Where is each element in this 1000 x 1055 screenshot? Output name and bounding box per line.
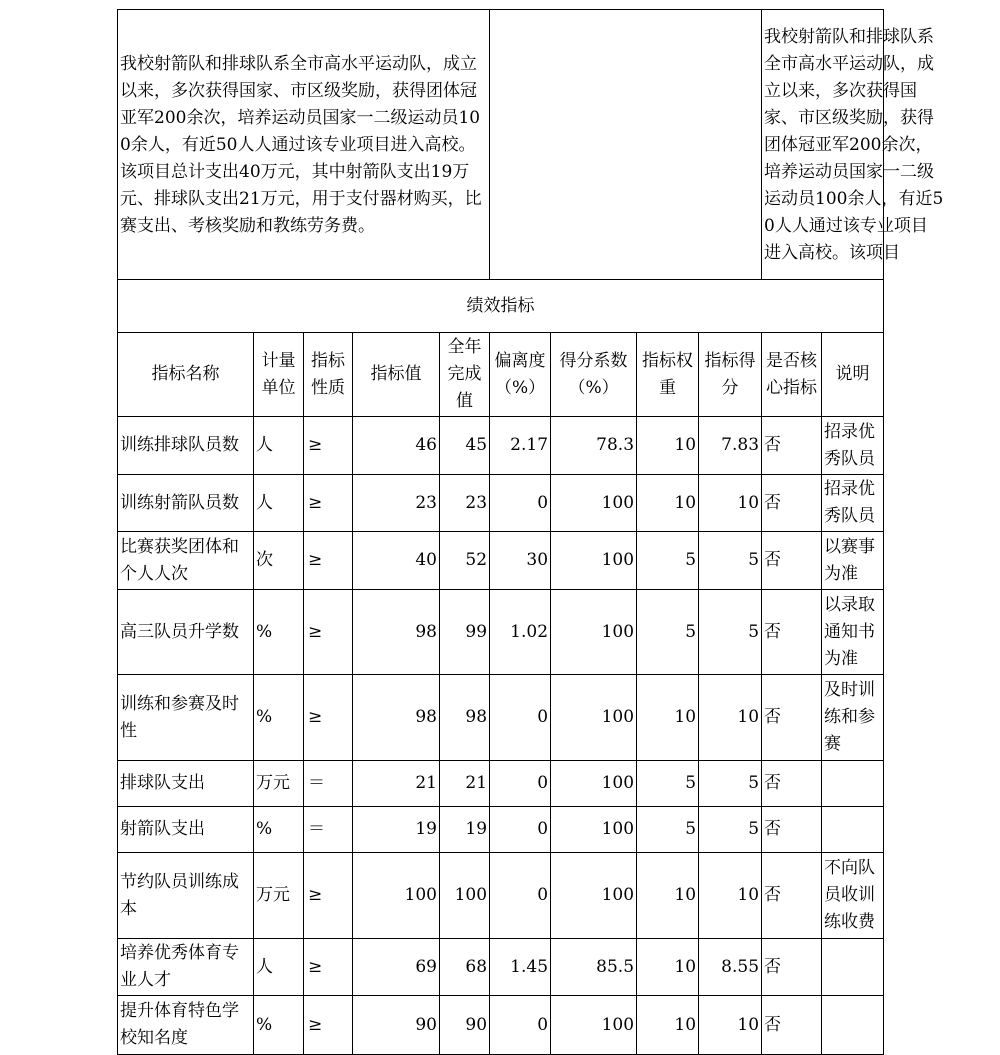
header-actual: 全年完成值: [440, 333, 490, 417]
cell-actual: 52: [440, 532, 490, 590]
cell-unit: 人: [254, 475, 304, 532]
table-row: [118, 675, 884, 761]
cell-unit: 万元: [254, 761, 304, 807]
cell-note: 招录优秀队员: [822, 475, 884, 532]
performance-table: [117, 9, 944, 1055]
cell-target: 98: [353, 675, 440, 761]
header-coef: 得分系数（%）: [551, 333, 637, 417]
description-right-text: 我校射箭队和排球队系全市高水平运动队，成立以来，多次获得国家、市区级奖励，获得团体冠亚军200余次，培养运动员国家一二级运动员100余人，有近50人人通过该专业项目进入高校。该项目: [764, 27, 944, 263]
cell-weight: 10: [637, 996, 699, 1055]
cell-coef: 100: [551, 475, 637, 532]
cell-name: 训练射箭队员数: [118, 475, 254, 532]
cell-note: 及时训练和参赛: [822, 675, 884, 761]
cell-core: 否: [762, 853, 822, 939]
cell-coef: 100: [551, 761, 637, 807]
cell-target: 23: [353, 475, 440, 532]
header-score: 指标得分: [699, 333, 762, 417]
header-row: [118, 333, 884, 417]
cell-name: 提升体育特色学校知名度: [118, 996, 254, 1055]
cell-unit: 万元: [254, 853, 304, 939]
cell-coef: 78.3: [551, 417, 637, 475]
header-weight: 指标权重: [637, 333, 699, 417]
cell-deviation: 1.45: [490, 939, 551, 996]
cell-weight: 5: [637, 532, 699, 590]
cell-unit: 次: [254, 532, 304, 590]
cell-note: [822, 761, 884, 807]
cell-deviation: 2.17: [490, 417, 551, 475]
cell-score: 5: [699, 532, 762, 590]
cell-name: 比赛获奖团体和个人人次: [118, 532, 254, 590]
cell-target: 21: [353, 761, 440, 807]
cell-weight: 10: [637, 475, 699, 532]
cell-target: 69: [353, 939, 440, 996]
cell-actual: 68: [440, 939, 490, 996]
cell-unit: %: [254, 675, 304, 761]
header-name: 指标名称: [118, 333, 254, 417]
cell-deviation: 0: [490, 675, 551, 761]
cell-unit: 人: [254, 939, 304, 996]
cell-note: 以录取通知书为准: [822, 590, 884, 675]
cell-unit: %: [254, 996, 304, 1055]
cell-actual: 19: [440, 807, 490, 853]
cell-deviation: 30: [490, 532, 551, 590]
cell-note: [822, 996, 884, 1055]
cell-nature: ≥: [304, 590, 353, 675]
cell-nature: ≥: [304, 417, 353, 475]
cell-target: 90: [353, 996, 440, 1055]
description-left-text: 我校射箭队和排球队系全市高水平运动队，成立以来，多次获得国家、市区级奖励，获得团体冠亚军200余次，培养运动员国家一二级运动员100余人，有近50人人通过该专业项目进入高校。该项目总计支出40万元，其中射箭队支出19万元、排球队支出21万元，用于支付器材购买，比赛支出、考核奖励和教练劳务费。: [120, 54, 482, 236]
cell-score: 10: [699, 675, 762, 761]
cell-note: [822, 807, 884, 853]
header-deviation: 偏离度（%）: [490, 333, 551, 417]
cell-deviation: 0: [490, 996, 551, 1055]
description-row: [118, 10, 884, 280]
header-target: 指标值: [353, 333, 440, 417]
cell-actual: 98: [440, 675, 490, 761]
cell-core: 否: [762, 475, 822, 532]
table-row: [118, 853, 884, 939]
cell-nature: ≥: [304, 532, 353, 590]
cell-nature: ＝: [304, 807, 353, 853]
cell-coef: 85.5: [551, 939, 637, 996]
cell-deviation: 0: [490, 853, 551, 939]
cell-weight: 5: [637, 807, 699, 853]
cell-coef: 100: [551, 996, 637, 1055]
table-row: [118, 996, 884, 1055]
cell-score: 10: [699, 475, 762, 532]
cell-coef: 100: [551, 807, 637, 853]
cell-note: [822, 939, 884, 996]
cell-note: 以赛事为准: [822, 532, 884, 590]
cell-deviation: 1.02: [490, 590, 551, 675]
header-core: 是否核心指标: [762, 333, 822, 417]
cell-target: 100: [353, 853, 440, 939]
cell-nature: ＝: [304, 761, 353, 807]
header-nature: 指标性质: [304, 333, 353, 417]
cell-deviation: 0: [490, 475, 551, 532]
table-row: [118, 939, 884, 996]
cell-unit: %: [254, 590, 304, 675]
cell-note: 招录优秀队员: [822, 417, 884, 475]
cell-name: 射箭队支出: [118, 807, 254, 853]
cell-name: 训练排球队员数: [118, 417, 254, 475]
description-middle-cell: [490, 10, 762, 280]
cell-actual: 23: [440, 475, 490, 532]
cell-score: 7.83: [699, 417, 762, 475]
cell-core: 否: [762, 807, 822, 853]
cell-score: 5: [699, 590, 762, 675]
description-right-cell: [762, 10, 944, 280]
cell-coef: 100: [551, 675, 637, 761]
cell-weight: 5: [637, 590, 699, 675]
cell-name: 训练和参赛及时性: [118, 675, 254, 761]
table-row: [118, 475, 884, 532]
cell-weight: 10: [637, 939, 699, 996]
table-row: [118, 807, 884, 853]
description-left-cell: [118, 10, 490, 280]
header-unit: 计量单位: [254, 333, 304, 417]
cell-name: 培养优秀体育专业人才: [118, 939, 254, 996]
section-title: 绩效指标: [118, 280, 884, 333]
cell-score: 5: [699, 761, 762, 807]
cell-unit: %: [254, 807, 304, 853]
table-row: [118, 417, 884, 475]
header-note: 说明: [822, 333, 884, 417]
cell-nature: ≥: [304, 675, 353, 761]
cell-nature: ≥: [304, 853, 353, 939]
cell-target: 98: [353, 590, 440, 675]
cell-core: 否: [762, 996, 822, 1055]
cell-target: 40: [353, 532, 440, 590]
table-row: [118, 532, 884, 590]
cell-name: 排球队支出: [118, 761, 254, 807]
cell-deviation: 0: [490, 761, 551, 807]
cell-actual: 21: [440, 761, 490, 807]
cell-score: 10: [699, 996, 762, 1055]
cell-nature: ≥: [304, 996, 353, 1055]
cell-score: 8.55: [699, 939, 762, 996]
cell-nature: ≥: [304, 475, 353, 532]
cell-note: 不向队员收训练收费: [822, 853, 884, 939]
section-title-row: [118, 280, 884, 333]
cell-core: 否: [762, 939, 822, 996]
cell-coef: 100: [551, 532, 637, 590]
cell-core: 否: [762, 761, 822, 807]
cell-weight: 10: [637, 675, 699, 761]
table-row: [118, 761, 884, 807]
cell-target: 19: [353, 807, 440, 853]
cell-actual: 100: [440, 853, 490, 939]
table-row: [118, 590, 884, 675]
cell-coef: 100: [551, 590, 637, 675]
description-middle-text: [492, 144, 759, 146]
cell-actual: 45: [440, 417, 490, 475]
cell-core: 否: [762, 675, 822, 761]
cell-weight: 5: [637, 761, 699, 807]
cell-target: 46: [353, 417, 440, 475]
cell-score: 5: [699, 807, 762, 853]
cell-deviation: 0: [490, 807, 551, 853]
cell-weight: 10: [637, 417, 699, 475]
cell-name: 节约队员训练成本: [118, 853, 254, 939]
performance-sheet: [117, 9, 944, 1055]
cell-weight: 10: [637, 853, 699, 939]
cell-actual: 99: [440, 590, 490, 675]
cell-name: 高三队员升学数: [118, 590, 254, 675]
cell-coef: 100: [551, 853, 637, 939]
cell-score: 10: [699, 853, 762, 939]
cell-core: 否: [762, 590, 822, 675]
cell-core: 否: [762, 417, 822, 475]
cell-nature: ≥: [304, 939, 353, 996]
cell-actual: 90: [440, 996, 490, 1055]
cell-core: 否: [762, 532, 822, 590]
cell-unit: 人: [254, 417, 304, 475]
